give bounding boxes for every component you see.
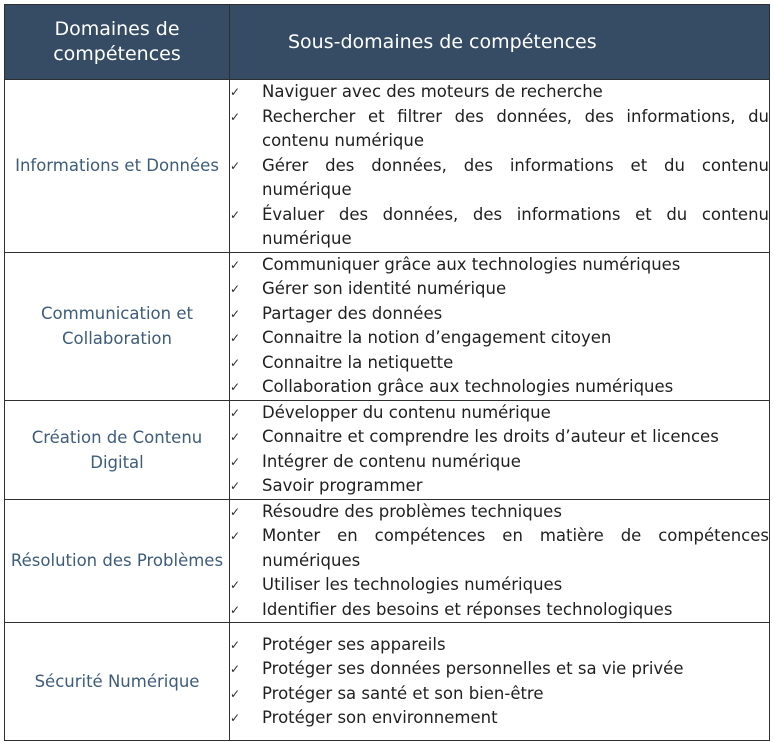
domain-label: Création de Contenu Digital (31, 427, 203, 472)
subdomains-cell (230, 499, 770, 623)
checkmark-icon: ✓ (230, 711, 241, 725)
subdomains-cell (230, 80, 770, 253)
header-row (5, 5, 770, 80)
domain-cell (5, 80, 230, 253)
checkmark-icon: ✓ (230, 479, 241, 493)
checkmark-icon: ✓ (230, 602, 241, 617)
domain-cell (5, 252, 230, 400)
checkmark-icon: ✓ (230, 529, 241, 543)
subdomain-list (230, 500, 769, 623)
domain-cell (5, 400, 230, 499)
list-item-text: Monter en compétences en matière de compétences numériques (262, 526, 769, 570)
subdomains-cell (230, 400, 770, 499)
list-item-text: Collaboration grâce aux technologies numériques (262, 377, 674, 396)
checkmark-icon: ✓ (230, 662, 241, 676)
table-row (5, 252, 770, 400)
checkmark-icon: ✓ (230, 380, 241, 394)
list-item-text: Gérer son identité numérique (262, 279, 507, 298)
checkmark-icon: ✓ (230, 686, 241, 701)
list-item-text: Développer du contenu numérique (262, 402, 551, 422)
domain-label: Communication et Collaboration (41, 304, 193, 348)
table-row (5, 80, 770, 253)
list-item (230, 500, 769, 525)
table-row (5, 499, 770, 623)
list-item (230, 425, 769, 450)
checkmark-icon: ✓ (230, 578, 241, 592)
subdomains-cell (230, 252, 770, 400)
checkmark-icon: ✓ (230, 109, 241, 124)
subdomains-cell (230, 623, 770, 741)
header-domains: Domaines de compétences (5, 5, 230, 80)
list-item-text: Rechercher et filtrer des données, des informations, du contenu numérique (262, 106, 769, 150)
table-row (5, 623, 770, 741)
list-item (230, 302, 769, 327)
list-item (230, 375, 769, 400)
checkmark-icon: ✓ (230, 257, 241, 272)
list-item (230, 203, 769, 252)
list-item (230, 253, 769, 278)
list-item-text: Utiliser les technologies numériques (262, 575, 563, 594)
domain-cell (5, 623, 230, 741)
list-item (230, 326, 769, 351)
domain-label: Sécurité Numérique (34, 672, 200, 691)
domain-label: Informations et Données (15, 156, 219, 176)
list-item (230, 80, 769, 105)
list-item (230, 154, 769, 203)
subdomain-list (230, 401, 769, 499)
list-item (230, 351, 769, 376)
subdomain-list (230, 80, 769, 252)
list-item-text: Résoudre des problèmes techniques (262, 501, 562, 521)
checkmark-icon: ✓ (230, 207, 241, 222)
list-item-text: Connaitre et comprendre les droits d’auteur et licences (262, 427, 719, 446)
list-item (230, 706, 769, 731)
list-item-text: Communiquer grâce aux technologies numériques (262, 254, 681, 274)
domain-label: Résolution des Problèmes (10, 551, 224, 571)
list-item-text: Protéger son environnement (262, 708, 498, 727)
subdomain-list (230, 253, 769, 400)
list-item (230, 401, 769, 426)
list-item-text: Gérer des données, des informations et du contenu numérique (262, 155, 769, 199)
checkmark-icon: ✓ (230, 454, 241, 469)
checkmark-icon: ✓ (230, 85, 241, 99)
list-item-text: Naviguer avec des moteurs de recherche (262, 82, 603, 101)
list-item (230, 450, 769, 475)
list-item (230, 105, 769, 154)
table-row (5, 400, 770, 499)
list-item (230, 277, 769, 302)
checkmark-icon: ✓ (230, 355, 241, 370)
list-item-text: Identifier des besoins et réponses technologiques (262, 599, 673, 619)
list-item (230, 633, 769, 658)
list-item (230, 657, 769, 682)
checkmark-icon: ✓ (230, 282, 241, 296)
list-item-text: Intégrer de contenu numérique (262, 451, 521, 471)
list-item-text: Savoir programmer (262, 476, 423, 495)
list-item-text: Évaluer des données, des informations et du contenu numérique (262, 204, 769, 248)
subdomain-list (230, 633, 769, 731)
list-item (230, 598, 769, 623)
checkmark-icon: ✓ (230, 306, 241, 321)
checkmark-icon: ✓ (230, 504, 241, 519)
checkmark-icon: ✓ (230, 405, 241, 420)
list-item (230, 524, 769, 573)
table-body (5, 80, 770, 741)
header-subdomains: Sous-domaines de compétences (230, 5, 770, 80)
checkmark-icon: ✓ (230, 637, 241, 652)
list-item-text: Protéger ses données personnelles et sa vie privée (262, 659, 684, 678)
list-item-text: Connaitre la notion d’engagement citoyen (262, 328, 612, 347)
list-item (230, 573, 769, 598)
domain-cell (5, 499, 230, 623)
list-item-text: Protéger ses appareils (262, 634, 446, 654)
competences-table (4, 4, 770, 741)
list-item (230, 474, 769, 499)
list-item-text: Connaitre la netiquette (262, 352, 454, 372)
list-item-text: Protéger sa santé et son bien-être (262, 683, 544, 703)
checkmark-icon: ✓ (230, 331, 241, 345)
list-item-text: Partager des données (262, 303, 443, 323)
list-item (230, 682, 769, 707)
checkmark-icon: ✓ (230, 430, 241, 444)
checkmark-icon: ✓ (230, 158, 241, 173)
